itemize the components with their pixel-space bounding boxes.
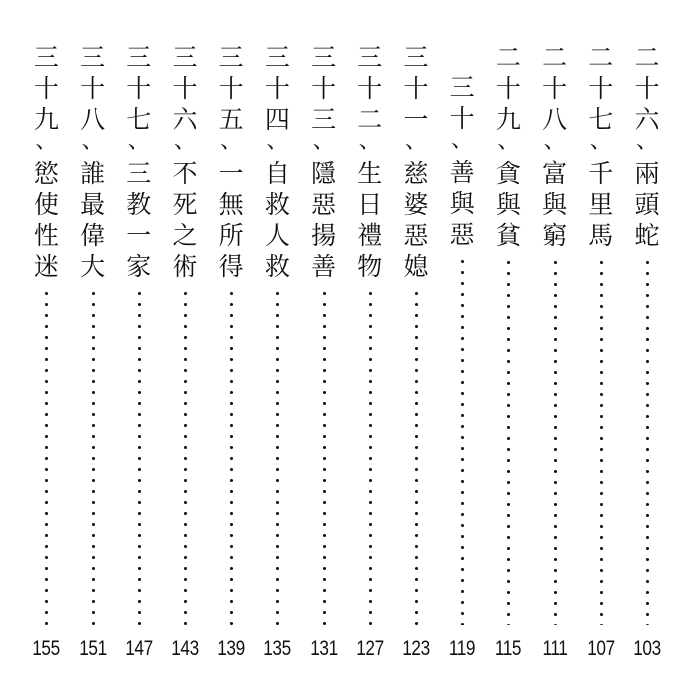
entry-title-char: 貪 [495, 159, 521, 188]
entry-title-char: 所 [218, 221, 244, 250]
entry-separator: 、 [173, 129, 196, 154]
entry-number-char: 六 [634, 105, 660, 134]
toc-entry[interactable] [208, 0, 254, 697]
entry-title [439, 157, 485, 250]
page-number: 139 [217, 637, 245, 660]
entry-title-char: 禮 [357, 221, 383, 250]
entry-number-char: 二 [542, 43, 568, 72]
entry-title-char: 一 [218, 159, 244, 188]
toc-entry[interactable] [347, 0, 393, 697]
entry-title [347, 158, 393, 282]
page-number: 151 [78, 637, 107, 660]
entry-title-char: 隱 [311, 159, 337, 188]
dot-leader [553, 257, 558, 625]
entry-separator: 、 [35, 129, 58, 154]
page-number: 127 [356, 637, 384, 660]
entry-title-char: 日 [357, 190, 383, 219]
entry-separator: 、 [589, 129, 612, 154]
entry-title-char: 頭 [634, 190, 660, 219]
entry-title-char: 死 [172, 190, 198, 219]
entry-number-char: 三 [403, 43, 429, 72]
entry-title-char: 與 [449, 189, 475, 218]
entry-number-char: 三 [80, 43, 106, 72]
entry-title-char: 生 [357, 159, 383, 188]
page-number: 119 [449, 637, 476, 660]
page-number: 123 [402, 637, 430, 660]
entry-number-char: 三 [311, 43, 337, 72]
toc-entry[interactable] [23, 0, 69, 697]
entry-title-char: 善 [449, 158, 475, 187]
entry-title [70, 158, 116, 282]
entry-separator: 、 [81, 129, 104, 154]
entry-title-char: 婆 [403, 190, 429, 219]
toc-entry[interactable] [70, 0, 116, 697]
entry-number-char: 十 [542, 74, 568, 103]
entry-number-char: 十 [449, 104, 475, 133]
entry-title-char: 惡 [449, 220, 475, 249]
page-number: 103 [633, 637, 661, 660]
page-number: 107 [587, 637, 615, 660]
entry-title [254, 158, 300, 282]
entry-title-char: 慾 [33, 159, 59, 188]
toc-entry[interactable] [301, 0, 347, 697]
toc-entry[interactable] [439, 0, 485, 697]
dot-leader [414, 288, 419, 625]
entry-title-char: 惡 [311, 190, 337, 219]
entry-number-char: 二 [634, 43, 660, 72]
entry-title-char: 人 [264, 221, 290, 250]
entry-number [162, 42, 208, 158]
entry-title-char: 窮 [542, 221, 568, 250]
entry-title-char: 誰 [80, 159, 106, 188]
dot-leader [275, 288, 280, 625]
entry-separator: 、 [358, 129, 381, 154]
entry-number-char: 三 [218, 43, 244, 72]
entry-title-char: 家 [126, 252, 152, 281]
entry-title-char: 兩 [634, 159, 660, 188]
toc-entry[interactable] [485, 0, 531, 697]
entry-number-char: 十 [403, 74, 429, 103]
page-number: 147 [125, 637, 153, 660]
entry-number-char: 三 [357, 43, 383, 72]
entry-number-char: 十 [634, 74, 660, 103]
page-number: 135 [263, 637, 292, 660]
entry-number [485, 42, 531, 158]
entry-number-char: 十 [172, 74, 198, 103]
entry-title-char: 自 [264, 159, 290, 188]
entry-number-char: 六 [172, 105, 198, 134]
entry-title-char: 無 [218, 190, 244, 219]
entry-number-char: 九 [495, 105, 521, 134]
entry-title-char: 一 [126, 221, 152, 250]
entry-number [301, 42, 347, 158]
page-number: 115 [495, 637, 522, 660]
entry-title-char: 最 [80, 190, 106, 219]
entry-title [301, 158, 347, 282]
entry-title-char: 貧 [495, 221, 521, 250]
toc-entry[interactable] [116, 0, 162, 697]
entry-number-char: 三 [311, 105, 337, 134]
dot-leader [322, 288, 327, 625]
entry-title-char: 與 [495, 190, 521, 219]
entry-title [624, 158, 670, 251]
entry-number-char: 七 [126, 105, 152, 134]
entry-number [532, 42, 578, 158]
entry-title-char: 救 [264, 190, 290, 219]
entry-number-char: 三 [126, 43, 152, 72]
toc-entry[interactable] [393, 0, 439, 697]
entry-number-char: 十 [311, 74, 337, 103]
dot-leader [645, 257, 650, 625]
entry-separator: 、 [312, 129, 335, 154]
toc-entry[interactable] [578, 0, 624, 697]
toc-entry[interactable] [624, 0, 670, 697]
entry-number-char: 十 [33, 74, 59, 103]
dot-leader [460, 256, 465, 625]
entry-title-char: 媳 [403, 252, 429, 281]
entry-title-char: 與 [542, 190, 568, 219]
entry-title-char: 救 [264, 252, 290, 281]
entry-number-char: 四 [264, 105, 290, 134]
entry-separator: 、 [404, 129, 427, 154]
dot-leader [91, 288, 96, 625]
entry-number [439, 72, 485, 157]
entry-title-char: 使 [33, 190, 59, 219]
entry-number [624, 42, 670, 158]
entry-separator: 、 [543, 129, 566, 154]
entry-title [208, 158, 254, 282]
entry-title-char: 千 [588, 159, 614, 188]
entry-title [393, 158, 439, 282]
entry-number-char: 二 [357, 105, 383, 134]
entry-title-char: 術 [172, 252, 198, 281]
toc-entry[interactable] [162, 0, 208, 697]
entry-number [254, 42, 300, 158]
entry-title-char: 馬 [588, 221, 614, 250]
entry-number-char: 三 [172, 43, 198, 72]
entry-title-char: 三 [126, 159, 152, 188]
entry-number-char: 七 [588, 105, 614, 134]
page-number: 111 [542, 637, 568, 660]
entry-title-char: 偉 [80, 221, 106, 250]
entry-separator: 、 [266, 129, 289, 154]
entry-number-char: 三 [449, 73, 475, 102]
entry-title-char: 迷 [33, 252, 59, 281]
entry-title [23, 158, 69, 282]
entry-number-char: 二 [588, 43, 614, 72]
entry-number [23, 42, 69, 158]
entry-number-char: 十 [80, 74, 106, 103]
entry-title [578, 158, 624, 251]
toc-entry[interactable] [532, 0, 578, 697]
entry-number-char: 十 [218, 74, 244, 103]
entry-number [70, 42, 116, 158]
entry-title-char: 富 [542, 159, 568, 188]
entry-number [116, 42, 162, 158]
entry-number-char: 八 [542, 105, 568, 134]
entry-number-char: 十 [126, 74, 152, 103]
entry-title [116, 158, 162, 282]
entry-number-char: 五 [218, 105, 244, 134]
entry-title-char: 得 [218, 252, 244, 281]
entry-title-char: 惡 [403, 221, 429, 250]
entry-title-char: 大 [80, 252, 106, 281]
entry-title-char: 揚 [311, 221, 337, 250]
entry-number-char: 三 [264, 43, 290, 72]
page-number: 155 [32, 637, 61, 660]
toc-entry[interactable] [254, 0, 300, 697]
entry-title-char: 教 [126, 190, 152, 219]
entry-number-char: 十 [264, 74, 290, 103]
entry-number-char: 三 [33, 43, 59, 72]
page-number: 143 [171, 637, 199, 660]
entry-number-char: 十 [357, 74, 383, 103]
entry-separator: 、 [497, 129, 520, 154]
dot-leader [229, 288, 234, 625]
entry-title-char: 之 [172, 221, 198, 250]
entry-title [485, 158, 531, 251]
entry-title [162, 158, 208, 282]
entry-number-char: 八 [80, 105, 106, 134]
entry-number [208, 42, 254, 158]
dot-leader [183, 288, 188, 625]
entry-number-char: 十 [588, 74, 614, 103]
dot-leader [506, 257, 511, 625]
entry-number-char: 十 [495, 74, 521, 103]
entry-separator: 、 [220, 129, 243, 154]
entry-title-char: 蛇 [634, 221, 660, 250]
page-number: 131 [309, 637, 338, 660]
dot-leader [599, 257, 604, 625]
entry-separator: 、 [635, 129, 658, 154]
entry-title-char: 性 [33, 221, 59, 250]
entry-number [393, 42, 439, 158]
dot-leader [137, 288, 142, 625]
entry-title [532, 158, 578, 251]
entry-separator: 、 [451, 128, 474, 153]
entry-title-char: 物 [357, 252, 383, 281]
entry-number [578, 42, 624, 158]
entry-title-char: 里 [588, 190, 614, 219]
entry-number-char: 九 [33, 105, 59, 134]
entry-title-char: 慈 [403, 159, 429, 188]
entry-number [347, 42, 393, 158]
entry-number-char: 二 [495, 43, 521, 72]
dot-leader [44, 288, 49, 625]
entry-title-char: 善 [311, 252, 337, 281]
dot-leader [368, 288, 373, 625]
entry-number-char: 一 [403, 105, 429, 134]
entry-title-char: 不 [172, 159, 198, 188]
entry-separator: 、 [127, 129, 150, 154]
